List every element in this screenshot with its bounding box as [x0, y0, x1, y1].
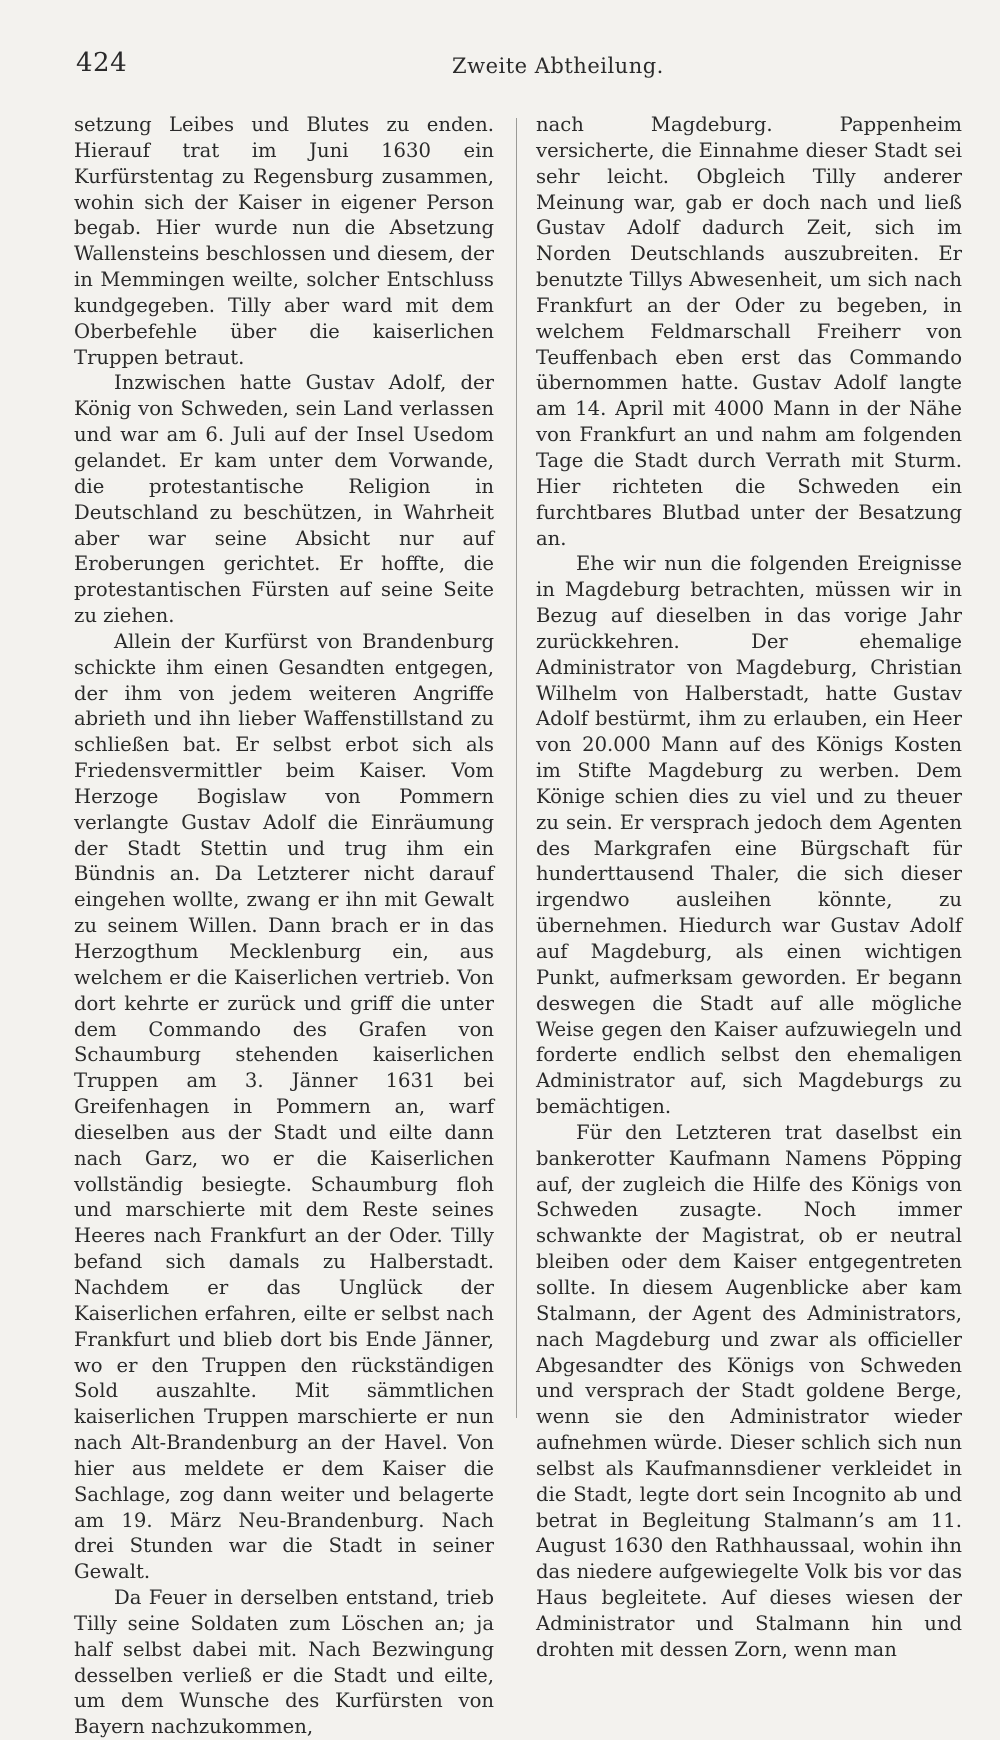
page-number: 424 [76, 48, 128, 78]
paragraph: setzung Leibes und Blutes zu enden. Hierauf trat im Juni 1630 ein Kurfürstentag zu Regensburg zusammen, wohin sich der Kaiser in eigener Person begab. Hier wurde nun die Absetzung Wallensteins beschlossen und diesem, der in Memmingen weilte, solcher Entschluss kundgegeben. Tilly aber ward mit dem Oberbefehle über die kaiserlichen Truppen betraut. [74, 113, 494, 369]
paragraph: Für den Letzteren trat daselbst ein bankerotter Kaufmann Namens Pöpping auf, der zugleich die Hilfe des Königs von Schweden zusagte. Noch immer schwankte der Magistrat, ob er neutral bleiben oder dem Kaiser entgegentreten sollte. In diesem Augenblicke aber kam Stalmann, der Agent des Administrators, nach Magdeburg und zwar als officieller Abgesandter des Königs von Schweden und versprach der Stadt goldene Berge, wenn sie den Administrator wieder aufnehmen würde. Dieser schlich sich nun selbst als Kaufmannsdiener verkleidet in die Stadt, legte dort sein Incognito ab und betrat in Begleitung Stalmann’s am 11. August 1630 den Rathhaussaal, wohin ihn das niedere aufgewiegelte Volk bis vor das Haus begleitete. Auf dieses wiesen der Administrator und Stalmann hin und drohten mit dessen Zorn, wenn man [536, 1120, 962, 1661]
left-column [74, 112, 494, 1740]
paragraph: nach Magdeburg. Pappenheim versicherte, die Einnahme dieser Stadt sei sehr leicht. Obgleich Tilly anderer Meinung war, gab er doch nach und ließ Gustav Adolf dadurch Zeit, sich im Norden Deutschlands auszubreiten. Er benutzte Tillys Abwesenheit, um sich nach Frankfurt an der Oder zu begeben, in welchem Feldmarschall Freiherr von Teuffenbach eben erst das Commando übernommen hatte. Gustav Adolf langte am 14. April mit 4000 Mann in der Nähe von Frankfurt an und nahm am folgenden Tage die Stadt durch Verrath mit Sturm. Hier richteten die Schweden ein furchtbares Blutbad unter der Besatzung an. [536, 113, 962, 550]
paragraph: Da Feuer in derselben entstand, trieb Tilly seine Soldaten zum Löschen an; ja half selbst dabei mit. Nach Bezwingung desselben verließ er die Stadt und eilte, um dem Wunsche des Kurfürsten von Bayern nachzukommen, [74, 1586, 494, 1739]
paragraph: Allein der Kurfürst von Brandenburg schickte ihm einen Gesandten entgegen, der ihm von jedem weiteren Angriffe abrieth und ihn lieber Waffenstillstand zu schließen bat. Er selbst erbot sich als Friedensvermittler beim Kaiser. Vom Herzoge Bogislaw von Pommern verlangte Gustav Adolf die Einräumung der Stadt Stettin und trug ihm ein Bündnis an. Da Letzterer nicht darauf eingehen wollte, zwang er ihn mit Gewalt zu seinem Willen. Dann brach er in das Herzogthum Mecklenburg ein, aus welchem er die Kaiserlichen vertrieb. Von dort kehrte er zurück und griff die unter dem Commando des Grafen von Schaumburg stehenden kaiserlichen Truppen am 3. Jänner 1631 bei Greifenhagen in Pommern an, warf dieselben aus der Stadt und eilte dann nach Garz, wo er die Kaiserlichen vollständig besiegte. Schaumburg floh und marschierte mit dem Reste seines Heeres nach Frankfurt an der Oder. Tilly befand sich damals zu Halberstadt. Nachdem er das Unglück der Kaiserlichen erfahren, eilte er selbst nach Frankfurt und blieb dort bis Ende Jänner, wo er den Truppen den rückständigen Sold auszahlte. Mit sämmtlichen kaiserlichen Truppen marschierte er nun nach Alt-Brandenburg an der Havel. Von hier aus meldete er dem Kaiser die Sachlage, zog dann weiter und belagerte am 19. März Neu-Brandenburg. Nach drei Stunden war die Stadt in seiner Gewalt. [74, 629, 494, 1584]
column-divider [516, 118, 517, 1418]
paragraph: Inzwischen hatte Gustav Adolf, der König von Schweden, sein Land verlassen und war am 6. Juli auf der Insel Usedom gelandet. Er kam unter dem Vorwande, die protestantische Religion in Deutschland zu beschützen, in Wahrheit aber war seine Absicht nur auf Eroberungen gerichtet. Er hoffte, die protestantischen Fürsten auf seine Seite zu ziehen. [74, 371, 494, 628]
paragraph: Ehe wir nun die folgenden Ereignisse in Magdeburg betrachten, müssen wir in Bezug auf dieselben in das vorige Jahr zurückkehren. Der ehemalige Administrator von Magdeburg, Christian Wilhelm von Halberstadt, hatte Gustav Adolf bestürmt, ihm zu erlauben, ein Heer von 20.000 Mann auf des Königs Kosten im Stifte Magdeburg zu werben. Dem Könige schien dies zu viel und zu theuer zu sein. Er versprach jedoch dem Agenten des Markgrafen eine Bürgschaft für hunderttausend Thaler, die sich dieser irgendwo ausleihen könnte, zu übernehmen. Hiedurch war Gustav Adolf auf Magdeburg, als einen wichtigen Punkt, aufmerksam geworden. Er begann deswegen die Stadt auf alle mögliche Weise gegen den Kaiser aufzuwiegeln und forderte endlich selbst den ehemaligen Administrator auf, sich Magdeburgs zu bemächtigen. [536, 552, 962, 1119]
right-column [536, 112, 962, 1663]
running-title: Zweite Abtheilung. [452, 54, 664, 78]
